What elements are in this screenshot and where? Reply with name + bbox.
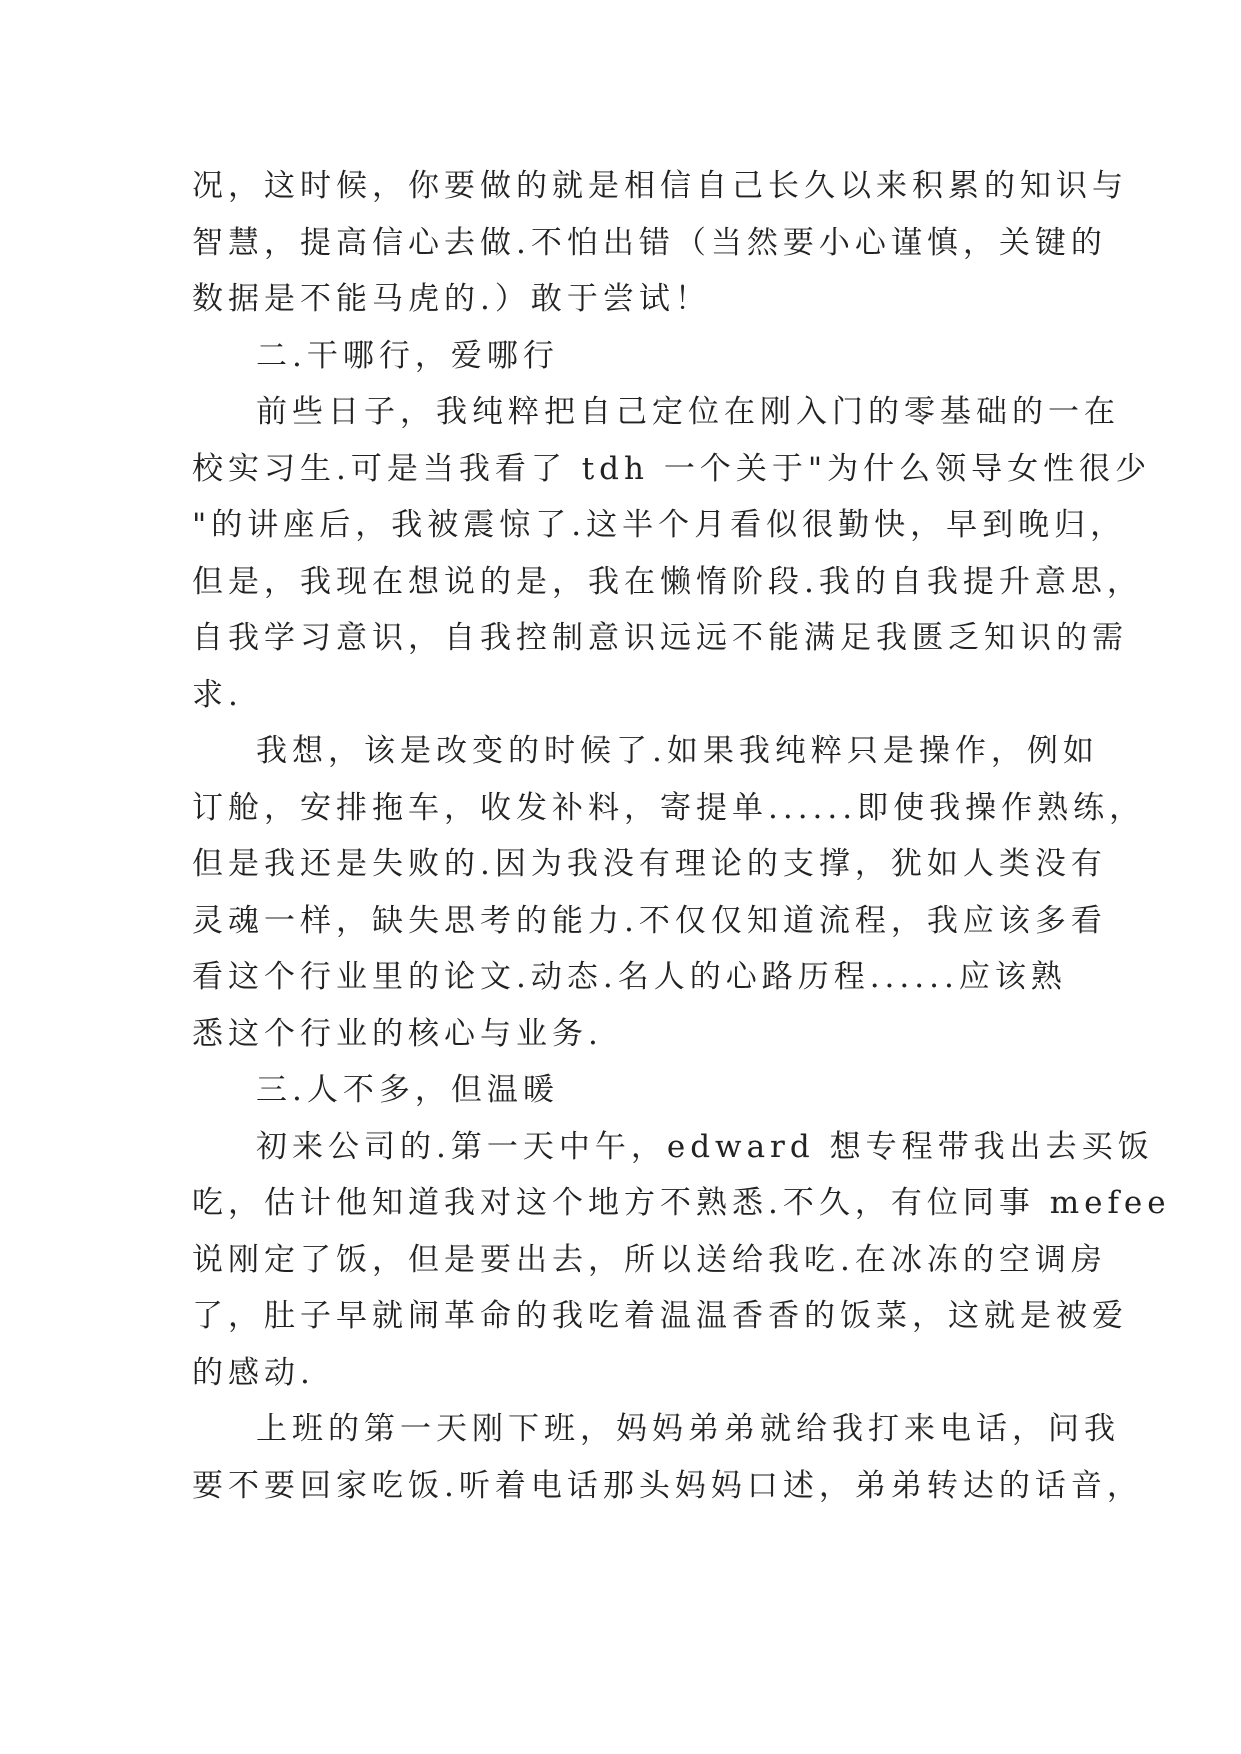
text-line: 看这个行业里的论文.动态.名人的心路历程......应该熟 <box>192 959 1067 995</box>
section-heading: 二.干哪行，爱哪行 <box>256 337 559 374</box>
text-line: 订舱，安排拖车，收发补料，寄提单......即使我操作熟练， <box>192 789 1146 826</box>
text-line: 智慧，提高信心去做.不怕出错（当然要小心谨慎，关键的 <box>192 224 1107 261</box>
text-line: 况，这时候，你要做的就是相信自己长久以来积累的知识与 <box>192 168 1128 204</box>
text-line: 上班的第一天刚下班，妈妈弟弟就给我打来电话，问我 <box>256 1411 1120 1447</box>
text-line: 求. <box>192 676 243 713</box>
text-line: 吃，估计他知道我对这个地方不熟悉.不久，有位同事 mefee <box>192 1185 1171 1221</box>
section-heading: 三.人不多，但温暖 <box>256 1072 559 1108</box>
text-line: 了，肚子早就闹革命的我吃着温温香香的饭菜，这就是被爱 <box>192 1298 1128 1334</box>
text-line: 自我学习意识，自我控制意识远远不能满足我匮乏知识的需 <box>192 620 1128 656</box>
text-line: 的感动. <box>192 1354 315 1391</box>
text-line: 我想，该是改变的时候了.如果我纯粹只是操作，例如 <box>256 733 1099 769</box>
body-text <box>192 158 1171 1514</box>
text-line: 数据是不能马虎的.）敢于尝试！ <box>192 281 711 317</box>
text-line: 但是我还是失败的.因为我没有理论的支撑，犹如人类没有 <box>192 846 1107 882</box>
text-line: 但是，我现在想说的是，我在懒惰阶段.我的自我提升意思， <box>192 563 1143 600</box>
text-line: 悉这个行业的核心与业务. <box>192 1015 603 1052</box>
text-line: 要不要回家吃饭.听着电话那头妈妈口述，弟弟转达的话音， <box>192 1467 1143 1504</box>
text-line: 说刚定了饭，但是要出去，所以送给我吃.在冰冻的空调房 <box>192 1241 1107 1278</box>
text-line: 初来公司的.第一天中午，edward 想专程带我出去买饭 <box>256 1128 1154 1165</box>
text-line: 灵魂一样，缺失思考的能力.不仅仅知道流程，我应该多看 <box>192 902 1107 939</box>
text-line: 前些日子，我纯粹把自己定位在刚入门的零基础的一在 <box>256 394 1120 430</box>
text-line: "的讲座后，我被震惊了.这半个月看似很勤快，早到晚归， <box>192 507 1127 543</box>
text-line: 校实习生.可是当我看了 tdh 一个关于"为什么领导女性很少 <box>192 450 1152 487</box>
